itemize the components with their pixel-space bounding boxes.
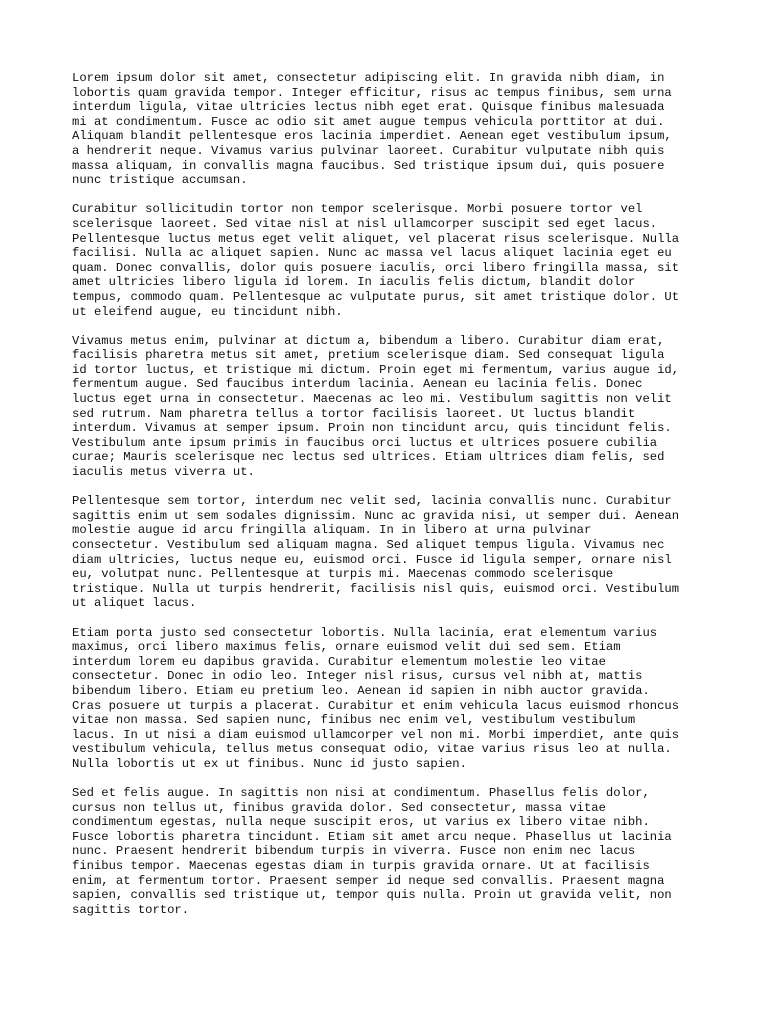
paragraph: Vivamus metus enim, pulvinar at dictum a, bibendum a libero. Curabitur diam erat, facilisis pharetra metus sit amet, pretium scelerisque diam. Sed consequat ligula id tortor luctus, et tristique mi dictum. Proin eget mi fermentum, varius augue id, fermentum augue. Sed faucibus interdum lacinia. Aenean eu lacinia felis. Donec luctus eget urna in consectetur. Maecenas ac leo mi. Vestibulum sagittis non velit sed rutrum. Nam pharetra tellus a tortor facilisis laoreet. Ut luctus blandit interdum. Vivamus at semper ipsum. Proin non tincidunt arcu, quis tincidunt felis. Vestibulum ante ipsum primis in faucibus orci luctus et ultrices posuere cubilia curae; Mauris scelerisque nec lectus sed ultrices. Etiam ultrices diam felis, sed iaculis metus viverra ut.: [72, 333, 680, 480]
paragraph: Etiam porta justo sed consectetur lobortis. Nulla lacinia, erat elementum varius maximus, orci libero maximus felis, ornare euismod velit dui sed sem. Etiam interdum lorem eu dapibus gravida. Curabitur elementum molestie leo vitae consectetur. Donec in odio leo. Integer nisl risus, cursus vel nibh at, mattis bibendum libero. Etiam eu pretium leo. Aenean id sapien in nibh auctor gravida. Cras posuere ut turpis a placerat. Curabitur et enim vehicula lacus euismod rhoncus vitae non massa. Sed sapien nunc, finibus nec enim vel, vestibulum vestibulum lacus. In ut nisi a diam euismod ullamcorper vel non mi. Morbi imperdiet, ante quis vestibulum vehicula, tellus metus consequat odio, vitae varius risus leo at nulla. Nulla lobortis ut ex ut finibus. Nunc id justo sapien.: [72, 625, 680, 771]
paragraph: Curabitur sollicitudin tortor non tempor scelerisque. Morbi posuere tortor vel scelerisque laoreet. Sed vitae nisl at nisl ullamcorper suscipit sed eget lacus. Pellentesque luctus metus eget velit aliquet, vel placerat risus scelerisque. Nulla facilisi. Nulla ac aliquet sapien. Nunc ac massa vel lacus aliquet lacinia eget eu quam. Donec convallis, dolor quis posuere iaculis, orci libero fringilla massa, sit amet ultricies libero ligula id lorem. In iaculis felis dictum, blandit dolor tempus, commodo quam. Pellentesque ac vulputate purus, sit amet tristique dolor. Ut ut eleifend augue, eu tincidunt nibh.: [72, 202, 680, 319]
paragraph: Lorem ipsum dolor sit amet, consectetur adipiscing elit. In gravida nibh diam, in lobortis quam gravida tempor. Integer efficitur, risus ac tempus finibus, sem urna interdum ligula, vitae ultricies lectus nibh eget erat. Quisque finibus malesuada mi at condimentum. Fusce ac odio sit amet augue tempus vehicula porttitor at dui. Aliquam blandit pellentesque eros lacinia imperdiet. Aenean eget vestibulum ipsum, a hendrerit neque. Vivamus varius pulvinar laoreet. Curabitur vulputate nibh quis massa aliquam, in convallis magna faucibus. Sed tristique ipsum dui, quis posuere nunc tristique accumsan.: [72, 71, 672, 188]
paragraph: Sed et felis augue. In sagittis non nisi at condimentum. Phasellus felis dolor, cursus non tellus ut, finibus gravida dolor. Sed consectetur, massa vitae condimentum egestas, nulla neque suscipit eros, ut varius ex libero vitae nibh. Fusce lobortis pharetra tincidunt. Etiam sit amet arcu neque. Phasellus ut lacinia nunc. Praesent hendrerit bibendum turpis in viverra. Fusce non enim nec lacus finibus tempor. Maecenas egestas diam in turpis gravida ornare. Ut at facilisis enim, at fermentum tortor. Praesent semper id neque sed convallis. Praesent magna sapien, convallis sed tristique ut, tempor quis nulla. Proin ut gravida velit, non sagittis tortor.: [72, 786, 672, 917]
paragraph: Pellentesque sem tortor, interdum nec velit sed, lacinia convallis nunc. Curabitur sagittis enim ut sem sodales dignissim. Nunc ac gravida nisi, ut semper dui. Aenean molestie augue id arcu fringilla aliquam. In in libero at urna pulvinar consectetur. Vestibulum sed aliquam magna. Sed aliquet tempus ligula. Vivamus nec diam ultricies, luctus neque eu, euismod orci. Fusce id ligula semper, ornare nisl eu, volutpat nunc. Pellentesque at turpis mi. Maecenas commodo scelerisque tristique. Nulla ut turpis hendrerit, facilisis nisl quis, euismod orci. Vestibulum ut aliquet lacus.: [72, 494, 680, 611]
document-page: [72, 71, 704, 932]
